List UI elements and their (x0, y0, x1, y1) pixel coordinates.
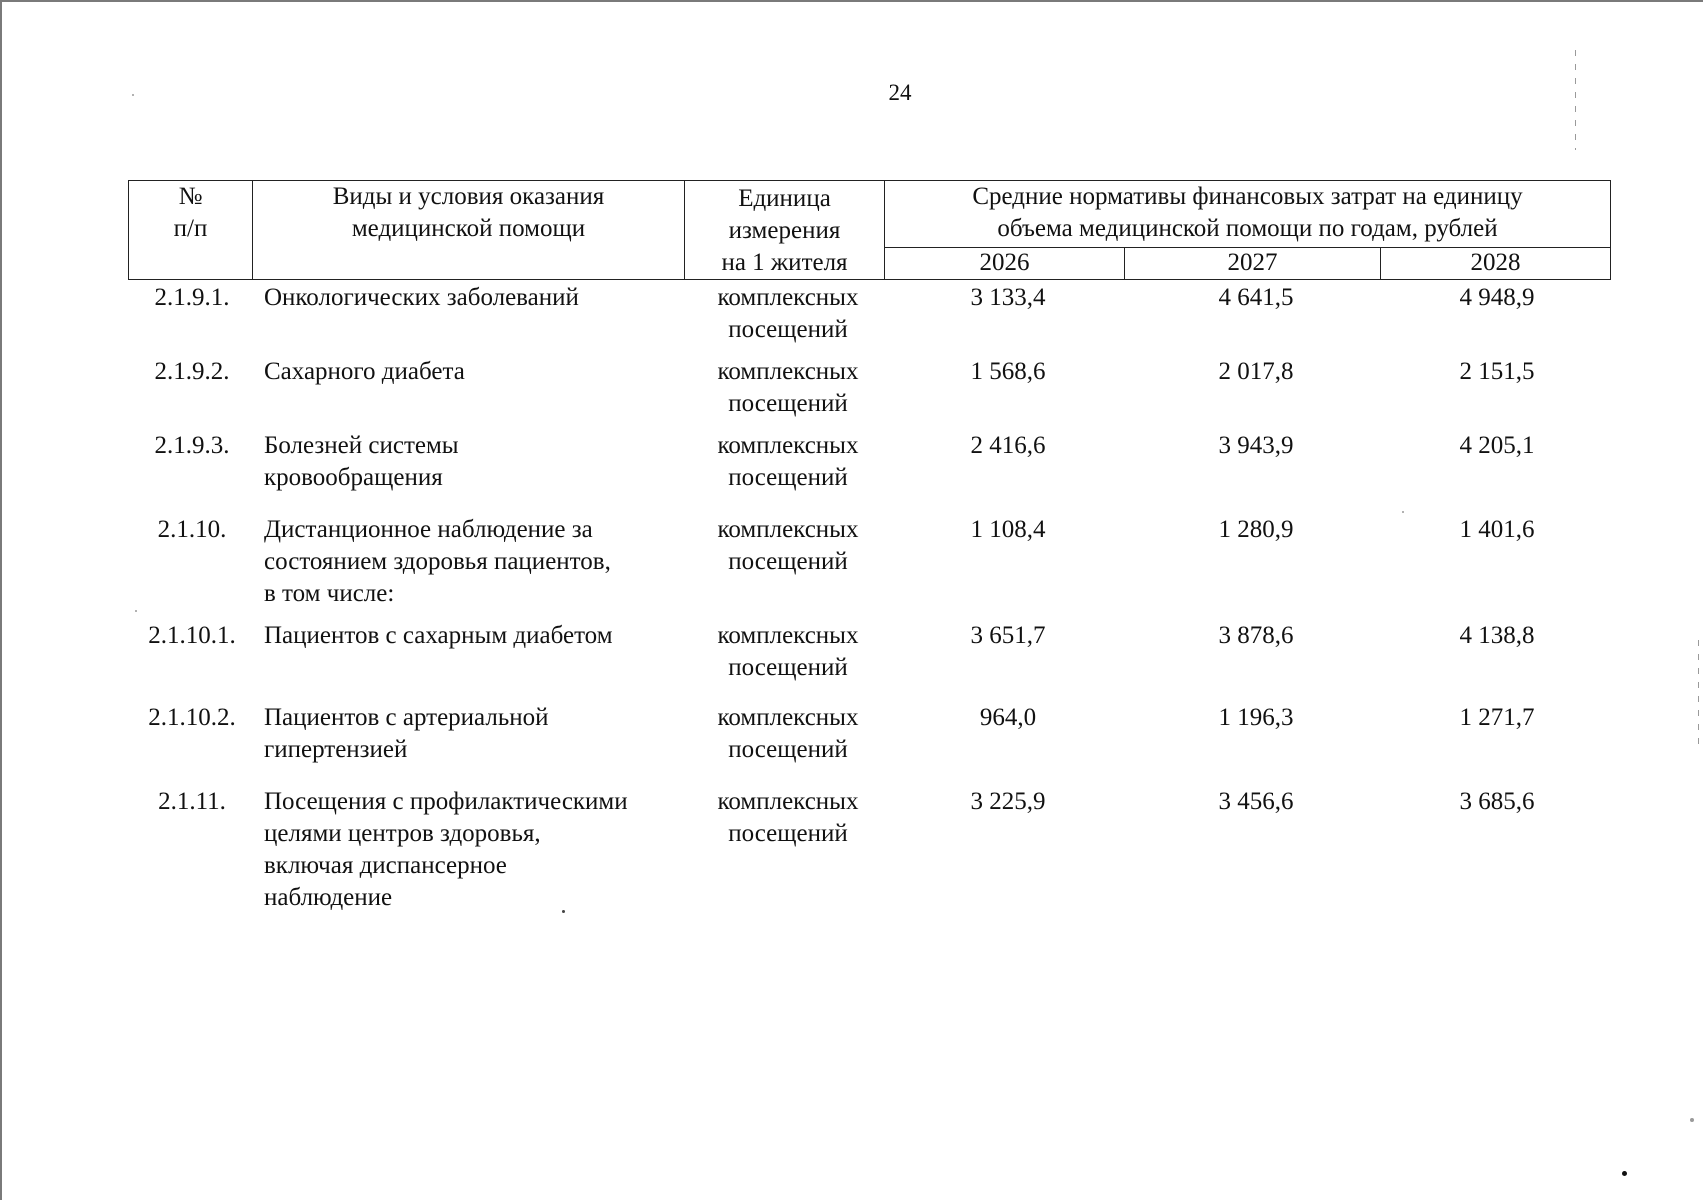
header-cost-standards: Средние нормативы финансовых затрат на единицу объема медицинской помощи по годам, рублей (885, 181, 1611, 248)
table-row (128, 514, 1610, 620)
page-number: 24 (888, 80, 912, 105)
row-unit: комплексных посещений (717, 284, 859, 343)
scan-speck (132, 94, 134, 96)
value-2027: 3 878,6 (1218, 622, 1294, 649)
value-2027: 1 196,3 (1218, 704, 1294, 731)
row-unit: комплексных посещений (717, 788, 859, 847)
scan-speck (1402, 511, 1404, 513)
value-2026: 1 108,4 (970, 516, 1046, 543)
scan-border-left (0, 0, 2, 1200)
table-row (128, 786, 1610, 922)
table-row (128, 620, 1610, 702)
row-unit: комплексных посещений (717, 516, 859, 575)
row-unit: комплексных посещений (717, 622, 859, 681)
value-2026: 3 133,4 (970, 284, 1046, 311)
value-2027: 4 641,5 (1218, 284, 1294, 311)
scan-speck (1622, 1171, 1627, 1176)
scan-border-top (0, 0, 1703, 2)
table-row (128, 702, 1610, 786)
table-header (128, 180, 1611, 280)
row-number: 2.1.9.1. (154, 284, 230, 311)
row-care-type: Сахарного диабета (264, 358, 465, 385)
value-2026: 3 225,9 (970, 788, 1046, 815)
value-2027: 3 456,6 (1218, 788, 1294, 815)
row-number: 2.1.11. (158, 788, 226, 815)
value-2027: 1 280,9 (1218, 516, 1294, 543)
value-2028: 4 948,9 (1459, 284, 1535, 311)
value-2026: 1 568,6 (970, 358, 1046, 385)
value-2026: 2 416,6 (970, 432, 1046, 459)
header-number: № п/п (129, 181, 253, 280)
row-number: 2.1.10.2. (148, 704, 236, 731)
row-care-type: Пациентов с артериальной гипертензией (264, 704, 549, 763)
row-care-type: Дистанционное наблюдение за состоянием здоровья пациентов, в том числе: (264, 516, 611, 607)
row-care-type: Болезней системы кровообращения (264, 432, 459, 491)
value-2027: 2 017,8 (1218, 358, 1294, 385)
row-unit: комплексных посещений (717, 432, 859, 491)
scan-speck (1690, 1118, 1694, 1122)
row-number: 2.1.9.2. (154, 358, 230, 385)
value-2028: 4 138,8 (1459, 622, 1535, 649)
row-care-type: Пациентов с сахарным диабетом (264, 622, 613, 649)
value-2028: 1 271,7 (1459, 704, 1535, 731)
table-body (128, 282, 1610, 922)
value-2028: 4 205,1 (1459, 432, 1535, 459)
header-year-2028: 2028 (1381, 248, 1611, 280)
value-2026: 3 651,7 (970, 622, 1046, 649)
table-row (128, 430, 1610, 514)
row-care-type: Посещения с профилактическими целями центров здоровья, включая диспансерное наблюдение (264, 788, 628, 911)
scan-speck (562, 910, 565, 913)
header-year-2027: 2027 (1125, 248, 1381, 280)
row-number: 2.1.10.1. (148, 622, 236, 649)
scan-speck (135, 610, 137, 612)
value-2026: 964,0 (979, 704, 1037, 731)
table-row (128, 356, 1610, 430)
row-unit: комплексных посещений (717, 704, 859, 763)
header-year-2026: 2026 (885, 248, 1125, 280)
row-number: 2.1.9.3. (154, 432, 230, 459)
scan-mark-right-edge (1698, 640, 1699, 750)
value-2028: 1 401,6 (1459, 516, 1535, 543)
table-row (128, 282, 1610, 356)
row-unit: комплексных посещений (717, 358, 859, 417)
header-care-type: Виды и условия оказания медицинской помощи (253, 181, 685, 280)
value-2028: 2 151,5 (1459, 358, 1535, 385)
header-unit: Единица измерения на 1 жителя (685, 181, 885, 280)
value-2028: 3 685,6 (1459, 788, 1535, 815)
row-care-type: Онкологических заболеваний (264, 284, 579, 311)
value-2027: 3 943,9 (1218, 432, 1294, 459)
row-number: 2.1.10. (157, 516, 227, 543)
scan-mark-right (1575, 50, 1576, 150)
